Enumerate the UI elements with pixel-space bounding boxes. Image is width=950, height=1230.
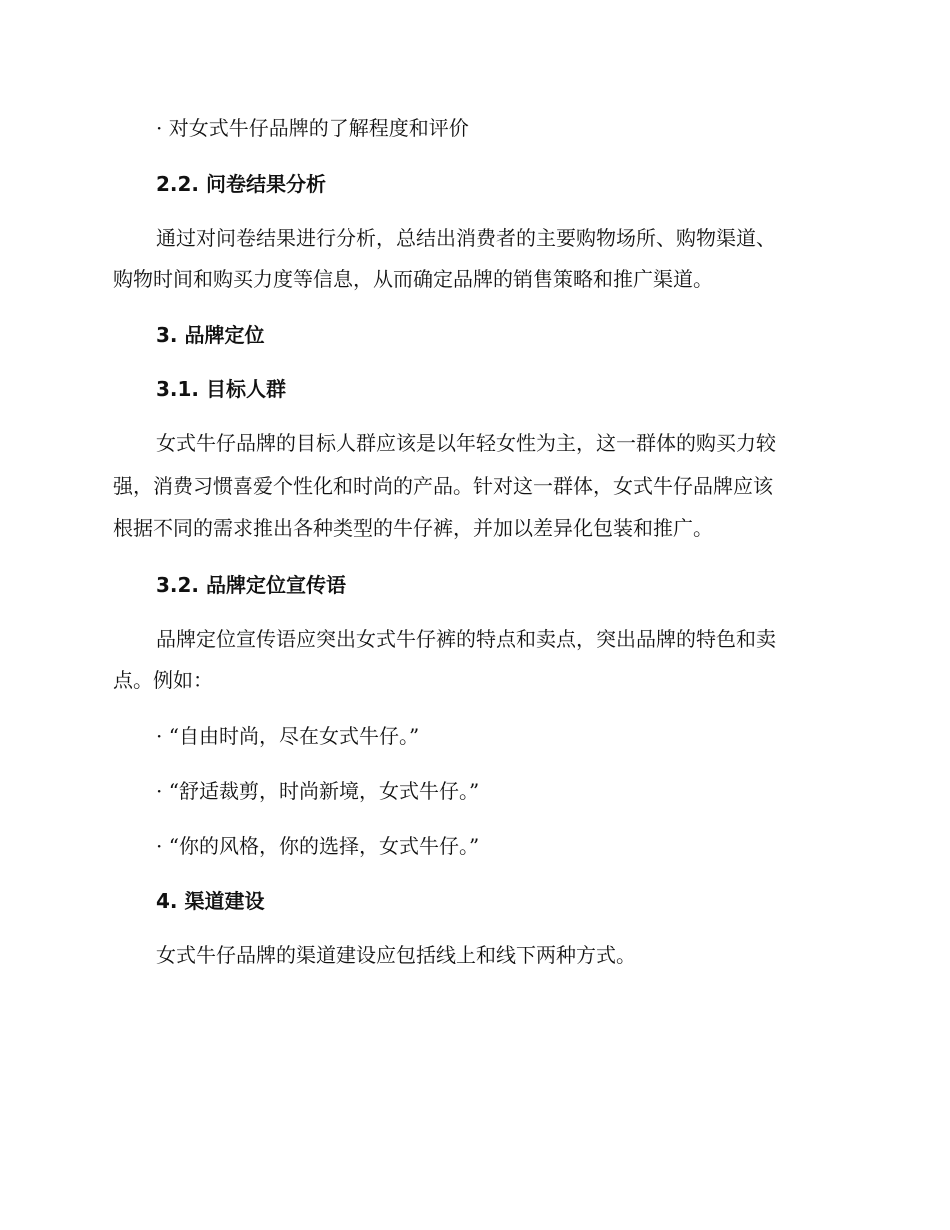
paragraph-text: 点。例如： [113,668,213,692]
slogan-text: · “舒适裁剪，时尚新境，女式牛仔。” [156,779,480,803]
slogan-text: · “自由时尚，尽在女式牛仔。” [156,724,420,748]
paragraph-text: 强，消费习惯喜爱个性化和时尚的产品。针对这一群体，女式牛仔品牌应该 [113,474,773,498]
section-heading-text: 3.1. 目标人群 [156,377,286,401]
slogan-text: · “你的风格，你的选择，女式牛仔。” [156,834,480,858]
paragraph-text: 根据不同的需求推出各种类型的牛仔裤，并加以差异化包装和推广。 [113,516,713,540]
bullet-item-text: · 对女式牛仔品牌的了解程度和评价 [156,116,469,140]
paragraph-text: 通过对问卷结果进行分析，总结出消费者的主要购物场所、购物渠道、 [156,226,776,250]
section-heading-text: 3. 品牌定位 [156,323,265,347]
paragraph-text: 购物时间和购买力度等信息，从而确定品牌的销售策略和推广渠道。 [113,267,713,291]
section-heading-text: 2.2. 问卷结果分析 [156,172,326,196]
paragraph-text: 女式牛仔品牌的渠道建设应包括线上和线下两种方式。 [156,943,636,967]
section-heading-text: 3.2. 品牌定位宣传语 [156,573,346,597]
paragraph-text: 品牌定位宣传语应突出女式牛仔裤的特点和卖点，突出品牌的特色和卖 [156,627,776,651]
paragraph-text: 女式牛仔品牌的目标人群应该是以年轻女性为主，这一群体的购买力较 [156,431,776,455]
section-heading-text: 4. 渠道建设 [156,889,265,913]
